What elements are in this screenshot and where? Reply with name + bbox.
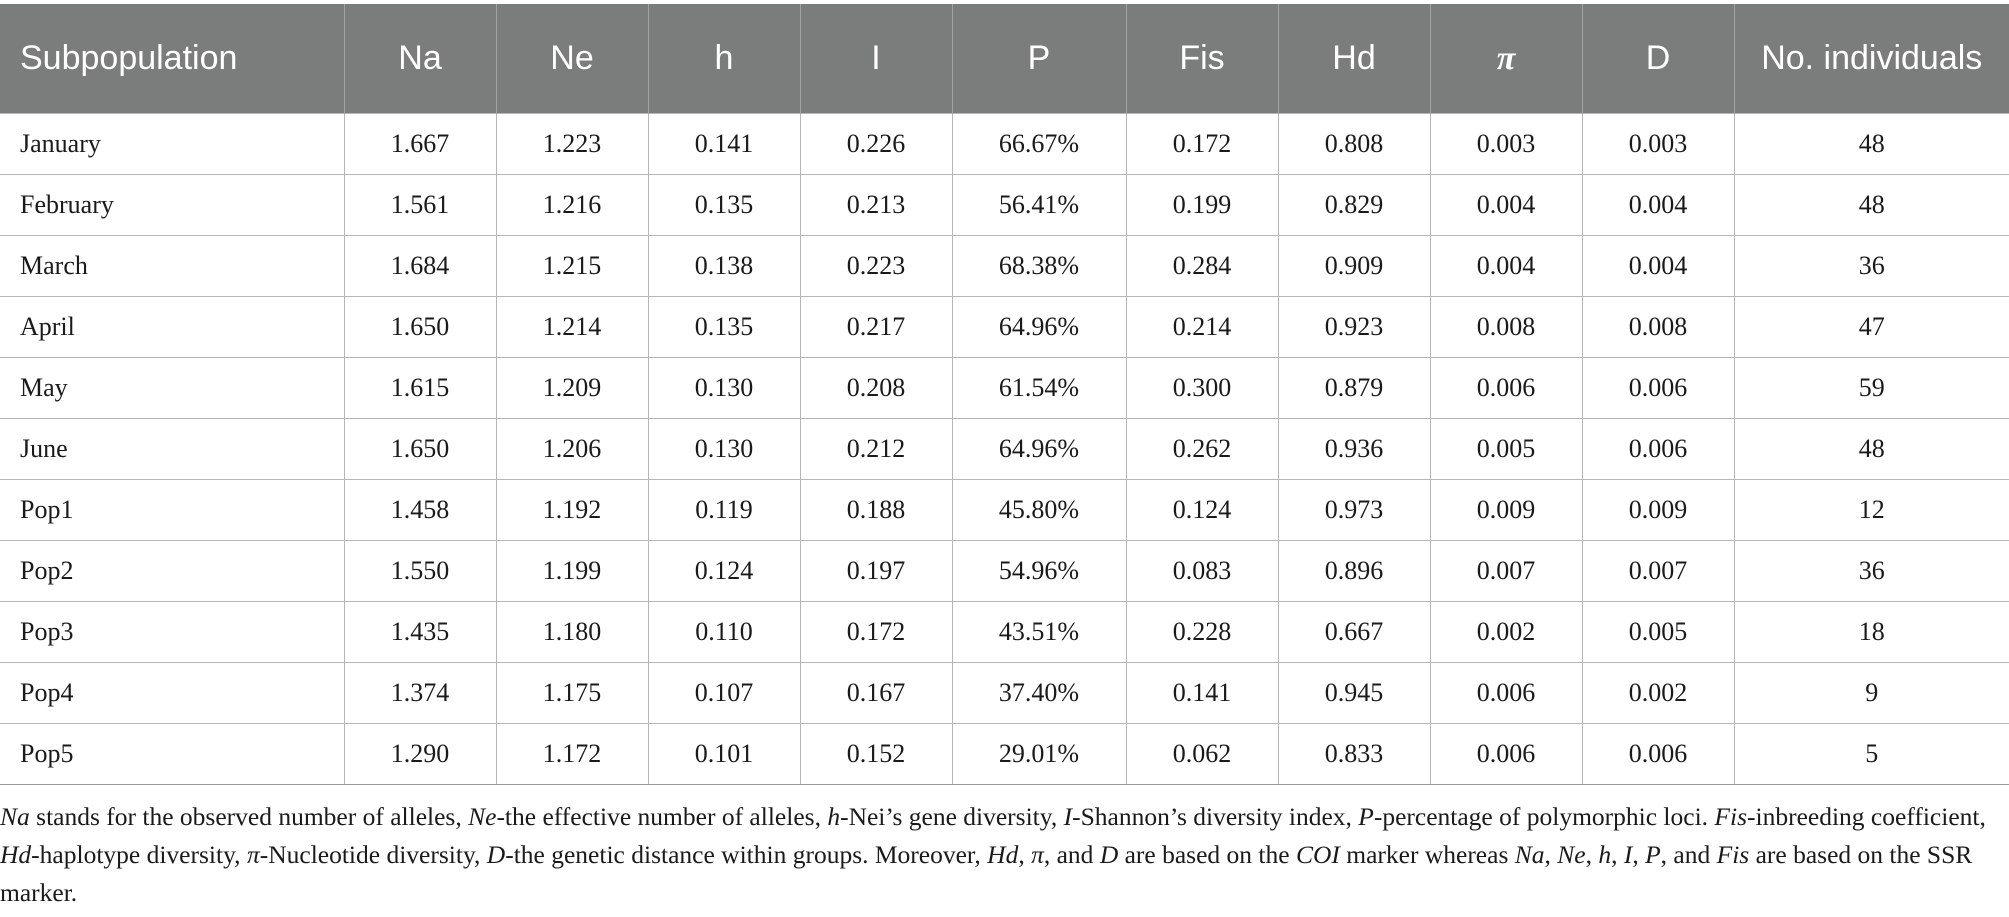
footnote-segment: marker whereas xyxy=(1339,840,1515,869)
table-cell: 43.51% xyxy=(952,602,1126,663)
table-cell: 1.214 xyxy=(496,297,648,358)
footnote-segment: Hd xyxy=(0,840,32,869)
footnote-segment: are based on the SSR marker. xyxy=(0,840,1973,907)
table-cell: 0.833 xyxy=(1278,724,1430,785)
footnote-segment: Hd xyxy=(987,840,1019,869)
table-cell: 0.172 xyxy=(1126,114,1278,175)
footnote-segment: I xyxy=(1623,840,1633,869)
table-cell: 0.167 xyxy=(800,663,952,724)
table-cell: 0.110 xyxy=(648,602,800,663)
table-cell: 0.808 xyxy=(1278,114,1430,175)
table-cell: 0.226 xyxy=(800,114,952,175)
table-cell: 0.004 xyxy=(1430,236,1582,297)
footnote-segment: -the genetic distance within groups. Moreover, xyxy=(505,840,988,869)
row-label-cell: Pop1 xyxy=(0,480,344,541)
table-cell: 1.215 xyxy=(496,236,648,297)
table-cell: 0.141 xyxy=(1126,663,1278,724)
table-cell: 0.172 xyxy=(800,602,952,663)
footnote-segment: P xyxy=(1358,802,1374,831)
table-cell: 18 xyxy=(1734,602,2009,663)
footnote-segment: -percentage of polymorphic loci. xyxy=(1373,802,1715,831)
table-cell: 0.228 xyxy=(1126,602,1278,663)
table-cell: 54.96% xyxy=(952,541,1126,602)
footnote-segment: , and xyxy=(1660,840,1717,869)
table-cell: 1.192 xyxy=(496,480,648,541)
table-cell: 0.909 xyxy=(1278,236,1430,297)
table-cell: 0.119 xyxy=(648,480,800,541)
footnote-segment: -Nucleotide diversity, xyxy=(259,840,487,869)
table-cell: 0.062 xyxy=(1126,724,1278,785)
table-cell: 0.262 xyxy=(1126,419,1278,480)
table-footnote xyxy=(0,798,2000,912)
table-cell: 0.130 xyxy=(648,358,800,419)
footnote-segment: -haplotype diversity, xyxy=(31,840,247,869)
row-label-cell: May xyxy=(0,358,344,419)
table-cell: 1.374 xyxy=(344,663,496,724)
table-cell: 0.199 xyxy=(1126,175,1278,236)
footnote-segment: π xyxy=(246,840,260,869)
table-body xyxy=(0,114,2009,785)
table-cell: 0.083 xyxy=(1126,541,1278,602)
footnote-segment: are based on the xyxy=(1118,840,1296,869)
row-label-cell: March xyxy=(0,236,344,297)
table-cell: 68.38% xyxy=(952,236,1126,297)
footnote-segment: Na xyxy=(1514,840,1545,869)
table-cell: 0.002 xyxy=(1582,663,1734,724)
footnote-segment: Ne xyxy=(468,802,497,831)
data-table-container xyxy=(0,4,2009,785)
table-cell: 1.561 xyxy=(344,175,496,236)
footnote-segment: π xyxy=(1031,840,1044,869)
footnote-segment: Fis xyxy=(1716,840,1750,869)
footnote-segment: , xyxy=(1585,840,1599,869)
table-cell: 0.004 xyxy=(1582,236,1734,297)
table-cell: 1.650 xyxy=(344,297,496,358)
header-h: h xyxy=(648,4,800,114)
table-cell: 12 xyxy=(1734,480,2009,541)
row-label-cell: Pop2 xyxy=(0,541,344,602)
footnote-segment: -the effective number of alleles, xyxy=(496,802,828,831)
table-cell: 1.209 xyxy=(496,358,648,419)
row-label-cell: Pop5 xyxy=(0,724,344,785)
row-label-cell: April xyxy=(0,297,344,358)
table-cell: 1.550 xyxy=(344,541,496,602)
header-hd: Hd xyxy=(1278,4,1430,114)
table-header xyxy=(0,4,2009,114)
table-cell: 1.615 xyxy=(344,358,496,419)
footnote-segment: P xyxy=(1645,840,1661,869)
table-cell: 59 xyxy=(1734,358,2009,419)
footnote-segment: D xyxy=(1099,840,1119,869)
table-cell: 48 xyxy=(1734,175,2009,236)
table-cell: 1.180 xyxy=(496,602,648,663)
header-ne: Ne xyxy=(496,4,648,114)
table-cell: 0.004 xyxy=(1582,175,1734,236)
footnote-segment: , xyxy=(1611,840,1624,869)
footnote-segment: COI xyxy=(1295,840,1340,869)
table-cell: 0.006 xyxy=(1582,724,1734,785)
table-cell: 1.435 xyxy=(344,602,496,663)
footnote-segment: stands for the observed number of alleles, xyxy=(29,802,469,831)
table-cell: 0.945 xyxy=(1278,663,1430,724)
table-cell: 0.107 xyxy=(648,663,800,724)
row-label-cell: Pop3 xyxy=(0,602,344,663)
table-cell: 45.80% xyxy=(952,480,1126,541)
row-label-cell: Pop4 xyxy=(0,663,344,724)
footnote-segment: I xyxy=(1063,802,1073,831)
table-cell: 0.130 xyxy=(648,419,800,480)
table-cell: 1.199 xyxy=(496,541,648,602)
table-cell: 1.223 xyxy=(496,114,648,175)
table-cell: 0.188 xyxy=(800,480,952,541)
table-cell: 1.290 xyxy=(344,724,496,785)
header-no-individuals: No. individuals xyxy=(1734,4,2009,114)
table-cell: 0.284 xyxy=(1126,236,1278,297)
table-cell: 36 xyxy=(1734,541,2009,602)
footnote-segment: , and xyxy=(1043,840,1100,869)
table-row xyxy=(0,663,2009,724)
table-cell: 48 xyxy=(1734,114,2009,175)
table-cell: 64.96% xyxy=(952,419,1126,480)
table-cell: 0.124 xyxy=(648,541,800,602)
table-cell: 1.216 xyxy=(496,175,648,236)
header-d: D xyxy=(1582,4,1734,114)
table-cell: 1.458 xyxy=(344,480,496,541)
table-cell: 0.003 xyxy=(1582,114,1734,175)
table-cell: 0.223 xyxy=(800,236,952,297)
table-cell: 0.208 xyxy=(800,358,952,419)
row-label-cell: February xyxy=(0,175,344,236)
header-na: Na xyxy=(344,4,496,114)
header-row xyxy=(0,4,2009,114)
table-cell: 64.96% xyxy=(952,297,1126,358)
row-label-cell: January xyxy=(0,114,344,175)
table-cell: 1.206 xyxy=(496,419,648,480)
table-cell: 0.879 xyxy=(1278,358,1430,419)
table-row xyxy=(0,297,2009,358)
header-i: I xyxy=(800,4,952,114)
table-cell: 0.138 xyxy=(648,236,800,297)
table-cell: 0.007 xyxy=(1430,541,1582,602)
table-cell: 0.009 xyxy=(1582,480,1734,541)
table-cell: 1.172 xyxy=(496,724,648,785)
table-cell: 47 xyxy=(1734,297,2009,358)
footnote-segment: -Nei’s gene diversity, xyxy=(840,802,1064,831)
table-cell: 0.217 xyxy=(800,297,952,358)
table-cell: 1.175 xyxy=(496,663,648,724)
footnote-segment: D xyxy=(486,840,506,869)
footnote-segment: , xyxy=(1632,840,1646,869)
table-cell: 0.005 xyxy=(1430,419,1582,480)
table-cell: 0.003 xyxy=(1430,114,1582,175)
table-cell: 48 xyxy=(1734,419,2009,480)
table-row xyxy=(0,114,2009,175)
table-cell: 56.41% xyxy=(952,175,1126,236)
table-row xyxy=(0,541,2009,602)
header-pi: π xyxy=(1430,4,1582,114)
table-cell: 37.40% xyxy=(952,663,1126,724)
footnote-segment: Ne xyxy=(1557,840,1586,869)
header-p: P xyxy=(952,4,1126,114)
footnote-segment: h xyxy=(1598,840,1612,869)
table-row xyxy=(0,602,2009,663)
table-cell: 1.684 xyxy=(344,236,496,297)
table-cell: 0.008 xyxy=(1430,297,1582,358)
footnote-segment: Na xyxy=(0,802,30,831)
table-cell: 0.006 xyxy=(1430,358,1582,419)
footnote-segment: h xyxy=(827,802,841,831)
table-cell: 0.213 xyxy=(800,175,952,236)
table-cell: 1.667 xyxy=(344,114,496,175)
table-cell: 29.01% xyxy=(952,724,1126,785)
row-label-cell: June xyxy=(0,419,344,480)
table-cell: 0.135 xyxy=(648,297,800,358)
table-cell: 5 xyxy=(1734,724,2009,785)
footnote-segment: , xyxy=(1544,840,1558,869)
table-cell: 0.212 xyxy=(800,419,952,480)
footnote-segment: -inbreeding coefficient, xyxy=(1747,802,1986,831)
table-cell: 0.936 xyxy=(1278,419,1430,480)
table-cell: 0.002 xyxy=(1430,602,1582,663)
table-cell: 0.004 xyxy=(1430,175,1582,236)
table-row xyxy=(0,236,2009,297)
table-row xyxy=(0,419,2009,480)
table-cell: 0.973 xyxy=(1278,480,1430,541)
table-cell: 0.009 xyxy=(1430,480,1582,541)
genetic-diversity-table xyxy=(0,4,2009,785)
table-cell: 66.67% xyxy=(952,114,1126,175)
table-cell: 0.124 xyxy=(1126,480,1278,541)
table-cell: 0.007 xyxy=(1582,541,1734,602)
header-fis: Fis xyxy=(1126,4,1278,114)
table-cell: 0.006 xyxy=(1430,724,1582,785)
table-cell: 0.006 xyxy=(1430,663,1582,724)
table-cell: 0.667 xyxy=(1278,602,1430,663)
table-row xyxy=(0,480,2009,541)
footnote-segment: , xyxy=(1018,840,1032,869)
table-cell: 0.006 xyxy=(1582,419,1734,480)
table-cell: 0.006 xyxy=(1582,358,1734,419)
table-cell: 0.300 xyxy=(1126,358,1278,419)
table-cell: 0.141 xyxy=(648,114,800,175)
table-row xyxy=(0,358,2009,419)
table-cell: 0.005 xyxy=(1582,602,1734,663)
table-cell: 0.214 xyxy=(1126,297,1278,358)
table-cell: 61.54% xyxy=(952,358,1126,419)
header-subpopulation: Subpopulation xyxy=(0,4,344,114)
table-row xyxy=(0,175,2009,236)
table-cell: 0.152 xyxy=(800,724,952,785)
table-cell: 0.829 xyxy=(1278,175,1430,236)
footnote-segment: -Shannon’s diversity index, xyxy=(1072,802,1359,831)
table-cell: 0.135 xyxy=(648,175,800,236)
footnote-segment: Fis xyxy=(1714,802,1748,831)
table-cell: 0.896 xyxy=(1278,541,1430,602)
table-cell: 0.008 xyxy=(1582,297,1734,358)
table-row xyxy=(0,724,2009,785)
table-cell: 0.197 xyxy=(800,541,952,602)
table-cell: 0.923 xyxy=(1278,297,1430,358)
table-cell: 36 xyxy=(1734,236,2009,297)
table-cell: 1.650 xyxy=(344,419,496,480)
table-cell: 9 xyxy=(1734,663,2009,724)
table-cell: 0.101 xyxy=(648,724,800,785)
